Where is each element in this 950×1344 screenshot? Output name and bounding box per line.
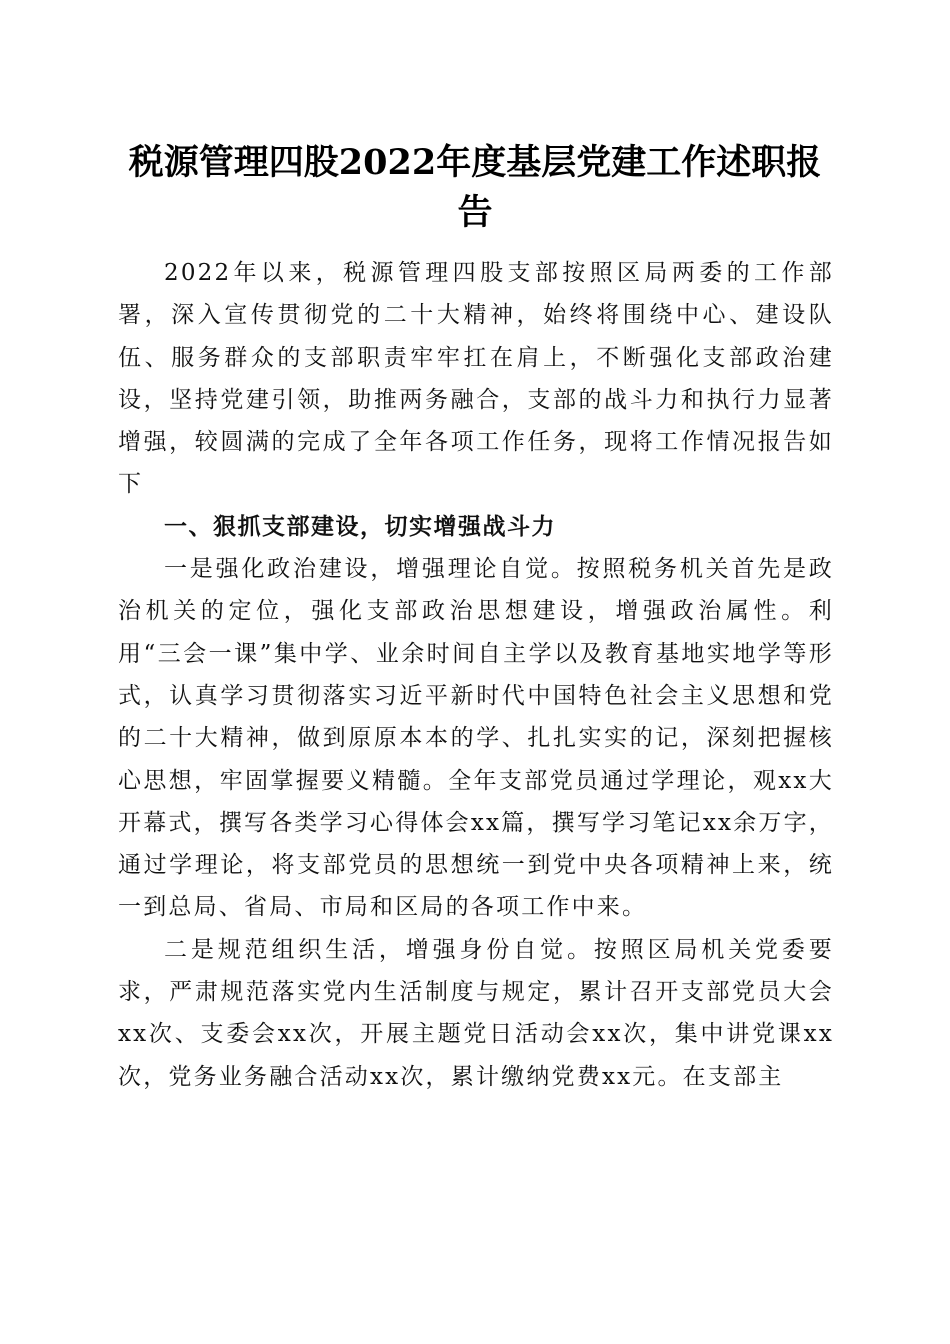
paragraph-2-text: 按照区局机关党委要求，严肃规范落实党内生活制度与规定，累计召开支部党员大会xx次、支委会xx次，开展主题党日活动会xx次，集中讲党课xx次，党务业务融合活动xx次，累计缴纳党费xx元。在支部主 <box>118 936 834 1090</box>
paragraph-1 <box>118 548 834 929</box>
document-title: 税源管理四股2022年度基层党建工作述职报告 <box>128 142 822 233</box>
intro-paragraph: 2022年以来，税源管理四股支部按照区局两委的工作部署，深入宣传贯彻党的二十大精神，始终将围绕中心、建设队伍、服务群众的支部职责牢牢扛在肩上，不断强化支部政治建设，坚持党建引领，助推两务融合，支部的战斗力和执行力显著增强，较圆满的完成了全年各项工作任务，现将工作情况报告如下 <box>118 260 834 498</box>
document-body <box>118 252 834 1098</box>
paragraph-2-lead: 二是规范组织生活，增强身份自觉。 <box>164 936 594 963</box>
paragraph-1-lead: 一是强化政治建设，增强理论自觉。 <box>164 556 577 583</box>
section-heading-1: 一、狠抓支部建设，切实增强战斗力 <box>164 513 556 540</box>
paragraph-1-text: 按照税务机关首先是政治机关的定位，强化支部政治思想建设，增强政治属性。利用“三会一课”集中学、业余时间自主学以及教育基地实地学等形式，认真学习贯彻落实习近平新时代中国特色社会主义思想和党的二十大精神，做到原原本本的学、扎扎实实的记，深刻把握核心思想，牢固掌握要义精髓。全年支部党员通过学理论，观xx大开幕式，撰写各类学习心得体会xx篇，撰写学习笔记xx余万字，通过学理论，将支部党员的思想统一到党中央各项精神上来，统一到总局、省局、市局和区局的各项工作中来。 <box>118 556 834 921</box>
paragraph-2 <box>118 929 834 1098</box>
